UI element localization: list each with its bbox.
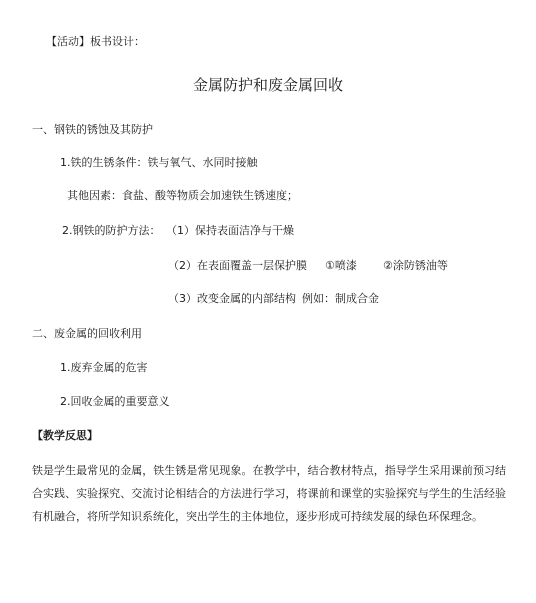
reflection-heading: 【教学反思】 xyxy=(32,429,98,442)
protection-method-2b: ②涂防锈油等 xyxy=(383,259,448,272)
section1-heading: 一、钢铁的锈蚀及其防护 xyxy=(32,123,153,136)
page-title: 金属防护和废金属回收 xyxy=(192,76,343,94)
section1-item2-label: 2.钢铁的防护方法： xyxy=(62,224,161,237)
protection-method-3-example: 例如：制成合金 xyxy=(302,292,379,305)
section2-heading: 二、废金属的回收利用 xyxy=(32,327,142,340)
section1-item1: 1.铁的生锈条件：铁与氧气、水同时接触 xyxy=(60,156,258,169)
protection-method-2: （2）在表面覆盖一层保护膜 xyxy=(168,259,307,272)
section1-other-factors: 其他因素：食盐、酸等物质会加速铁生锈速度； xyxy=(67,189,298,202)
protection-method-1: （1）保持表面洁净与干燥 xyxy=(166,224,294,237)
section2-item1: 1.废弃金属的危害 xyxy=(60,361,148,374)
activity-label: 【活动】板书设计： xyxy=(46,35,145,48)
reflection-body: 铁是学生最常见的金属，铁生锈是常见现象。在教学中，结合教材特点，指导学生采用课前预习结合实践、实验探究、交流讨论相结合的方法进行学习，将课前和课堂的实验探究与学生的生活经验有机融合，将所学知识系统化，突出学生的主体地位，逐步形成可持续发展的绿色环保理念。 xyxy=(32,464,506,523)
protection-method-3: （3）改变金属的内部结构 xyxy=(168,292,296,305)
section2-item2: 2.回收金属的重要意义 xyxy=(60,395,170,408)
protection-method-2a: ①喷漆 xyxy=(325,259,357,272)
